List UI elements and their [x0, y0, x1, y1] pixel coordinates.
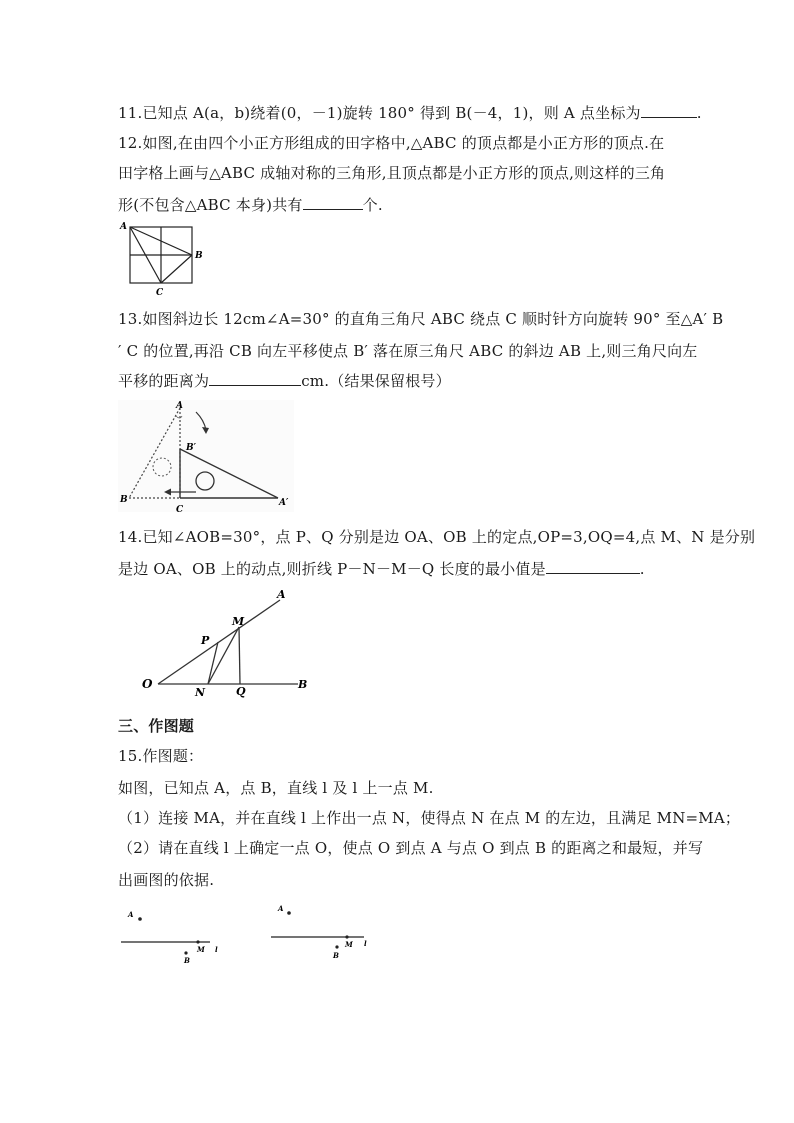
label-b: B [333, 951, 339, 960]
q13-line3: 平移的距离为 cm.（结果保留根号） [118, 372, 451, 390]
label-b: B [298, 678, 308, 691]
label-b: B [195, 251, 203, 261]
answer-blank[interactable] [303, 195, 363, 210]
q12-line2: 田字格上画与△ABC 成轴对称的三角形,且顶点都是小正方形的顶点,则这样的三角 [118, 164, 666, 182]
label-a: A [277, 588, 286, 601]
label-a: A [176, 401, 183, 411]
label-b: B [120, 495, 128, 505]
q15-part1: （1）连接 MA，并在直线 l 上作出一点 N，使得点 N 在点 M 的左边，且满足 MN=MA； [118, 809, 741, 827]
q13-line1: 13.如图斜边长 12cm∠A=30° 的直角三角尺 ABC 绕点 C 顺时针方向旋转 90° 至△A′ B [118, 310, 724, 328]
label-a: A [128, 910, 134, 919]
label-n: N [195, 686, 206, 699]
q14-angle-figure [138, 588, 318, 700]
q15-intro: 如图，已知点 A，点 B，直线 l 及 l 上一点 M. [118, 779, 434, 797]
label-b-prime: B′ [186, 443, 196, 453]
label-o: O [142, 677, 153, 691]
label-b: B [184, 956, 190, 965]
q15-figure-left [118, 905, 238, 967]
q13-line2: ′ C 的位置,再沿 CB 向左平移使点 B′ 落在原三角尺 ABC 的斜边 AB 上,则三角尺向左 [118, 342, 698, 360]
q14-line1: 14.已知∠AOB=30°，点 P、Q 分别是边 OA、OB 上的定点,OP=3,OQ=4,点 M、N 是分别 [118, 528, 756, 546]
q15-figure-right [268, 900, 388, 962]
section-heading: 三、作图题 [118, 717, 195, 735]
label-c: C [176, 505, 184, 515]
q12-grid-figure [116, 220, 206, 298]
label-p: P [201, 634, 210, 647]
q15-title: 15.作图题： [118, 747, 204, 765]
label-l: l [215, 945, 218, 954]
q13-triangle-figure [116, 398, 296, 516]
label-q: Q [236, 685, 246, 698]
q15-part2-line1: （2）请在直线 l 上确定一点 O，使点 O 到点 A 与点 O 到点 B 的距离之和最短，并写 [118, 839, 704, 857]
answer-blank[interactable] [546, 559, 640, 574]
label-l: l [364, 939, 367, 948]
label-a-prime: A′ [279, 498, 289, 508]
label-c: C [156, 288, 164, 298]
label-m: M [197, 945, 205, 954]
q11-text: 11.已知点 A(a，b)绕着(0，－1)旋转 180° 得到 B(－4，1)，则 A 点坐标为 . [118, 104, 702, 122]
q12-line1: 12.如图,在由四个小正方形组成的田字格中,△ABC 的顶点都是小正方形的顶点.在 [118, 134, 665, 152]
q15-part2-line2: 出画图的依据. [118, 871, 215, 889]
answer-blank[interactable] [209, 371, 301, 386]
label-m: M [345, 940, 353, 949]
q12-line3: 形(不包含△ABC 本身)共有 个. [118, 196, 383, 214]
q14-line2: 是边 OA、OB 上的动点,则折线 P－N－M－Q 长度的最小值是 . [118, 560, 645, 578]
label-m: M [232, 615, 245, 628]
answer-blank[interactable] [641, 103, 697, 118]
label-a: A [120, 222, 127, 232]
label-a: A [278, 904, 284, 913]
